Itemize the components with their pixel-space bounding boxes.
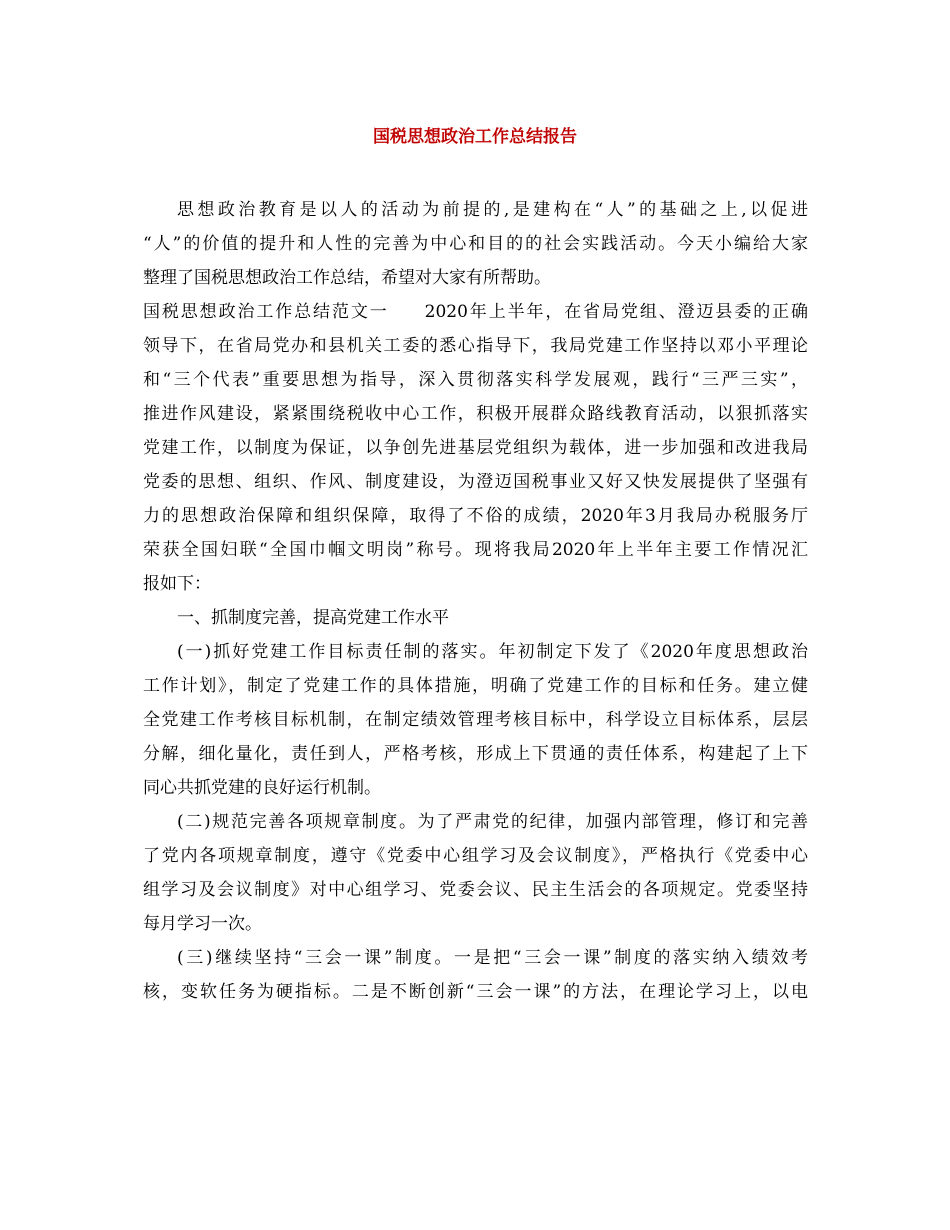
paragraph-line: 荣获全国妇联“全国巾帼文明岗”称号。现将我局2020年上半年主要工作情况汇: [143, 540, 808, 560]
section-heading: 一、抓制度完善，提高党建工作水平: [177, 608, 449, 628]
paragraph-line: 每月学习一次。: [143, 914, 262, 934]
paragraph-line: (二)规范完善各项规章制度。为了严肃党的纪律，加强内部管理，修订和完善: [177, 812, 808, 832]
document-title: 国税思想政治工作总结报告: [373, 127, 577, 147]
paragraph-line: 核，变软任务为硬指标。二是不断创新“三会一课”的方法，在理论学习上，以电: [143, 982, 808, 1002]
paragraph-line: 思想政治教育是以人的活动为前提的,是建构在“人”的基础之上,以促进: [177, 200, 808, 220]
paragraph-line: 推进作风建设，紧紧围绕税收中心工作，积极开展群众路线教育活动，以狠抓落实: [143, 404, 808, 424]
paragraph-line: “人”的价值的提升和人性的完善为中心和目的的社会实践活动。今天小编给大家: [143, 234, 808, 254]
paragraph-line: 报如下：: [143, 574, 211, 594]
paragraph-text: 2020年上半年，在省局党组、澄迈县委的正确: [424, 302, 808, 322]
paragraph-line: [143, 295, 808, 329]
paragraph-line: 工作计划》，制定了党建工作的具体措施，明确了党建工作的目标和任务。建立健: [143, 676, 808, 696]
paragraph-line: 党委的思想、组织、作风、制度建设，为澄迈国税事业又好又快发展提供了坚强有: [143, 472, 808, 492]
paragraph-line: 党建工作，以制度为保证，以争创先进基层党组织为载体，进一步加强和改进我局: [143, 438, 808, 458]
section-heading: 国税思想政治工作总结范文一: [143, 302, 389, 322]
paragraph-line: 力的思想政治保障和组织保障，取得了不俗的成绩，2020年3月我局办税服务厅: [143, 506, 808, 526]
paragraph-line: 和“三个代表”重要思想为指导，深入贯彻落实科学发展观，践行“三严三实”，: [143, 370, 808, 390]
paragraph-line: 整理了国税思想政治工作总结，希望对大家有所帮助。: [143, 268, 551, 288]
paragraph-line: 全党建工作考核目标机制，在制定绩效管理考核目标中，科学设立目标体系，层层: [143, 710, 808, 730]
document-body: [143, 193, 808, 1009]
paragraph-line: 领导下，在省局党办和县机关工委的悉心指导下，我局党建工作坚持以邓小平理论: [143, 336, 808, 356]
paragraph-line: 同心共抓党建的良好运行机制。: [143, 778, 381, 798]
paragraph-line: (一)抓好党建工作目标责任制的落实。年初制定下发了《2020年度思想政治: [177, 642, 808, 662]
paragraph-line: (三)继续坚持“三会一课”制度。一是把“三会一课”制度的落实纳入绩效考: [177, 948, 808, 968]
paragraph-line: 分解，细化量化，责任到人，严格考核，形成上下贯通的责任体系，构建起了上下: [143, 744, 808, 764]
paragraph-line: 组学习及会议制度》对中心组学习、党委会议、民主生活会的各项规定。党委坚持: [143, 880, 808, 900]
paragraph-line: 了党内各项规章制度，遵守《党委中心组学习及会议制度》，严格执行《党委中心: [143, 846, 808, 866]
